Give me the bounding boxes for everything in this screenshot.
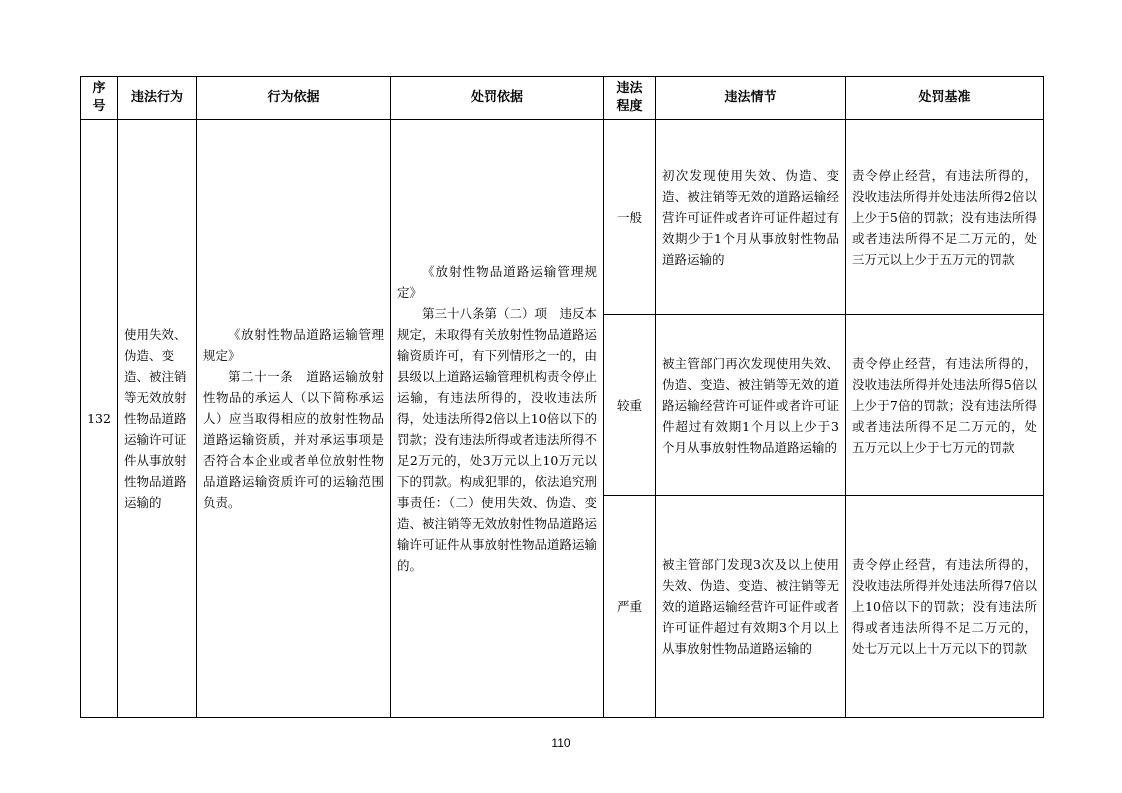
header-seq: 序 号 (81, 77, 118, 120)
basis-body: 第二十一条 道路运输放射性物品的承运人（以下简称承运人）应当取得相应的放射性物品道路运输资质，并对承运事项是否符合本企业或者单位放射性物品道路运输资质许可的运输范围负责。 (203, 369, 384, 510)
degree-serious: 较重 (604, 315, 656, 496)
row-behavior: 使用失效、伪造、变造、被注销等无效放射性物品道路运输许可证件从事放射性物品道路运输的 (118, 120, 197, 718)
row-basis (197, 120, 391, 718)
header-basis: 行为依据 (197, 77, 391, 120)
penalty-standard-table (80, 76, 1044, 718)
degree-general: 一般 (604, 120, 656, 315)
basis-title: 《放射性物品道路运输管理规定》 (203, 327, 384, 363)
header-penalty-basis: 处罚依据 (391, 77, 604, 120)
header-circumstance: 违法情节 (656, 77, 846, 120)
standard-serious: 责令停止经营，有违法所得的，没收违法所得并处违法所得5倍以上少于7倍的罚款；没有违法所得或者违法所得不足二万元的，处五万元以上少于七万元的罚款 (846, 315, 1044, 496)
circumstance-severe: 被主管部门发现3次及以上使用失效、伪造、变造、被注销等无效的道路运输经营许可证件或者许可证件超过有效期3个月以上从事放射性物品道路运输的 (656, 496, 846, 718)
standard-severe: 责令停止经营，有违法所得的，没收违法所得并处违法所得7倍以上10倍以下的罚款；没有违法所得或者违法所得不足二万元的，处七万元以上十万元以下的罚款 (846, 496, 1044, 718)
header-behavior: 违法行为 (118, 77, 197, 120)
header-degree: 违法 程度 (604, 77, 656, 120)
degree-severe: 严重 (604, 496, 656, 718)
header-standard: 处罚基准 (846, 77, 1044, 120)
standard-general: 责令停止经营，有违法所得的，没收违法所得并处违法所得2倍以上少于5倍的罚款；没有违法所得或者违法所得不足二万元的，处三万元以上少于五万元的罚款 (846, 120, 1044, 315)
page-number: 110 (551, 736, 571, 750)
circumstance-general: 初次发现使用失效、伪造、变造、被注销等无效的道路运输经营许可证件或者许可证件超过有效期少于1个月从事放射性物品道路运输的 (656, 120, 846, 315)
penalty-title: 《放射性物品道路运输管理规定》 (397, 264, 597, 300)
row-seq: 132 (81, 120, 118, 718)
penalty-body: 第三十八条第（二）项 违反本规定，未取得有关放射性物品道路运输资质许可，有下列情形之一的，由县级以上道路运输管理机构责令停止运输，有违法所得的，没收违法所得，处违法所得2倍以上10倍以下的罚款；没有违法所得或者违法所得不足2万元的，处3万元以上10万元以下的罚款。构成犯罪的，依法追究刑事责任：（二）使用失效、伪造、变造、被注销等无效放射性物品道路运输许可证件从事放射性物品道路运输的。 (397, 306, 598, 573)
circumstance-serious: 被主管部门再次发现使用失效、伪造、变造、被注销等无效的道路运输经营许可证件或者许可证件超过有效期1个月以上少于3个月从事放射性物品道路运输的 (656, 315, 846, 496)
row-penalty-basis (391, 120, 604, 718)
